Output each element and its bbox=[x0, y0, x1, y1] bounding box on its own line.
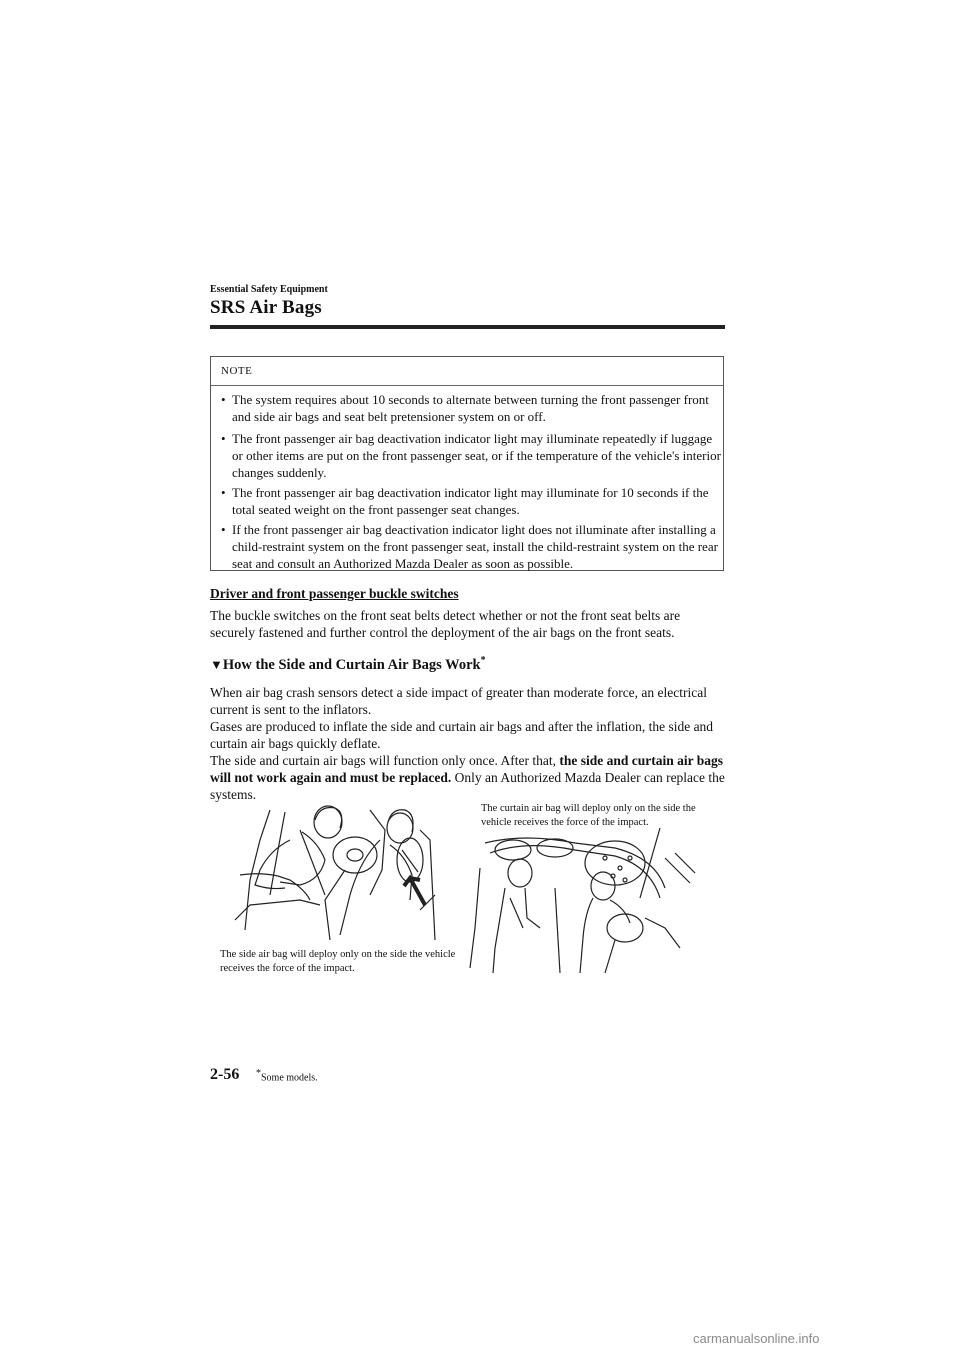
bullet-icon: • bbox=[221, 431, 226, 446]
note-header bbox=[211, 357, 723, 386]
footnote-mark: * bbox=[256, 1068, 261, 1079]
note-item bbox=[221, 521, 721, 572]
paragraph-3-start: The side and curtain air bags will function only once. After that, bbox=[210, 753, 560, 768]
note-item bbox=[221, 391, 721, 425]
side-airbag-illustration bbox=[230, 800, 445, 940]
footnote-mark: * bbox=[480, 655, 486, 666]
section-label: Essential Safety Equipment bbox=[210, 284, 328, 295]
paragraph-3 bbox=[210, 752, 725, 803]
triangle-marker-icon: ▼ bbox=[210, 656, 223, 672]
bullet-icon: • bbox=[221, 392, 226, 407]
note-box bbox=[210, 356, 724, 571]
note-item-text: The system requires about 10 seconds to alternate between turning the front passenger front and side air bags and seat belt pretensioner system on or off. bbox=[232, 392, 709, 424]
side-airbag-caption: The side air bag will deploy only on the side the vehicle receives the force of the impact. bbox=[220, 949, 456, 974]
page-title: SRS Air Bags bbox=[210, 297, 322, 318]
footnote bbox=[256, 1068, 318, 1083]
paragraph-1: When air bag crash sensors detect a side impact of greater than moderate force, an electrical current is sent to the inflators. bbox=[210, 685, 708, 717]
paragraph-2: Gases are produced to inflate the side and curtain air bags and after the inflation, the side and curtain air bags quickly deflate. bbox=[210, 719, 714, 751]
paragraph-3-bold: the side and curtain air bags will not work again and must be replaced. bbox=[210, 753, 724, 785]
note-item-text: The front passenger air bag deactivation indicator light may illuminate for 10 seconds if the total seated weight on the front passenger seat changes. bbox=[232, 485, 709, 517]
note-label: NOTE bbox=[221, 365, 253, 377]
note-item-text: If the front passenger air bag deactivation indicator light does not illuminate after installing a child-restraint system on the front passenger seat, install the child-restraint system on the rear seat and consult an Authorized Mazda Dealer as soon as possible. bbox=[232, 522, 718, 571]
note-item bbox=[221, 430, 721, 481]
bullet-icon: • bbox=[221, 522, 226, 537]
footnote-text: Some models. bbox=[261, 1072, 318, 1084]
note-item bbox=[221, 484, 721, 518]
note-item-text: The front passenger air bag deactivation indicator light may illuminate repeatedly if luggage or other items are put on the front passenger seat, or if the temperature of the vehicle's interior changes suddenly. bbox=[232, 431, 721, 480]
section-heading bbox=[210, 655, 486, 674]
watermark: carmanualsonline.info bbox=[693, 1331, 820, 1346]
curtain-airbag-caption: The curtain air bag will deploy only on the side the vehicle receives the force of the impact. bbox=[481, 803, 696, 828]
section-heading-text: How the Side and Curtain Air Bags Work bbox=[222, 656, 481, 673]
title-rule bbox=[210, 325, 725, 329]
buckle-text: The buckle switches on the front seat belts detect whether or not the front seat belts are securely fastened and further control the deployment of the air bags on the front seats. bbox=[210, 608, 681, 640]
curtain-airbag-illustration bbox=[465, 828, 695, 973]
page-number: 2-56 bbox=[210, 1066, 240, 1083]
paragraph-3-end: Only an Authorized Mazda Dealer can replace the systems. bbox=[210, 770, 725, 802]
buckle-heading: Driver and front passenger buckle switches bbox=[210, 586, 459, 601]
bullet-icon: • bbox=[221, 485, 226, 500]
